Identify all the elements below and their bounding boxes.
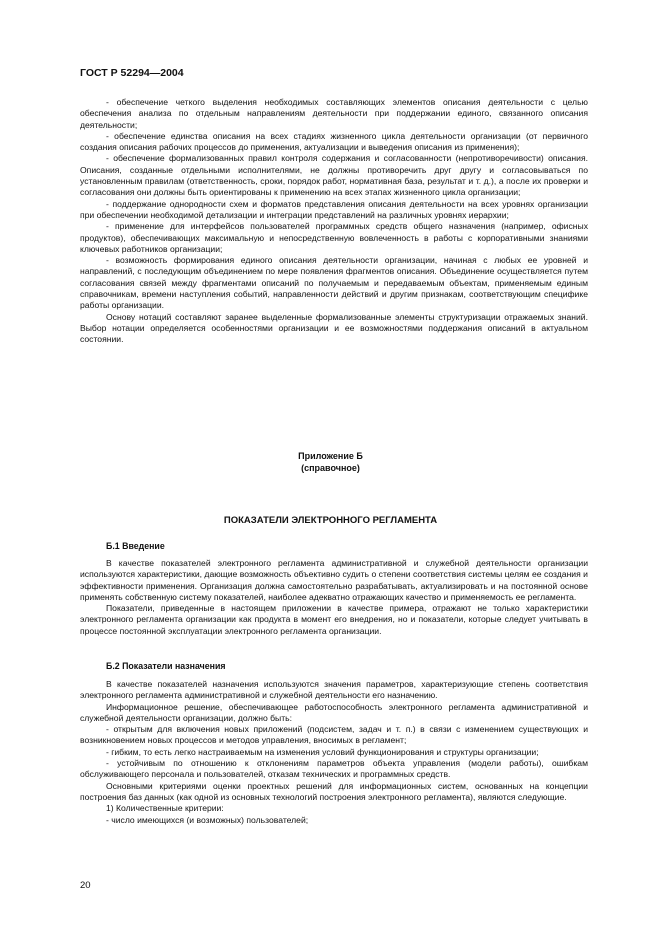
list-item: - открытым для включения новых приложений (подсистем, задач и т. п.) в связи с изменением существующих и возникновением новых процессов и методов управления, вносимых в регламент; [80, 724, 588, 746]
list-item: - возможность формирования единого описания деятельности организации, начиная с любых ее уровней и направлений, с последующим объединением по мере появления фрагментов описания. Объединение осуществляется путем согласования связей между фрагментами описаний по получаемым и передаваемым объектам, применяемым единым справочникам, времени наступления событий, направленности действий и другим признакам, соответствующим специфике работы организации. [80, 255, 588, 311]
list-item: - применение для интерфейсов пользователей программных средств общего назначения (например, офисных продуктов), обеспечивающих максимальную и непосредственную вовлеченность в работы с корпоративными знаниями ключевых работников организации; [80, 221, 588, 254]
paragraph: Основными критериями оценки проектных решений для информационных систем, основанных на концепции построения баз данных (как одной из основных технологий построения электронного регламента), являются следующие. [80, 780, 588, 802]
list-item: - гибким, то есть легко настраиваемым на изменения условий функционирования и структуры организации; [106, 746, 539, 757]
list-item: - число имеющихся (и возможных) пользователей; [106, 814, 309, 825]
paragraph: Основу нотаций составляют заранее выделенные формализованные элементы структуризации отражаемых знаний. Выбор нотации определяется особенностями организации и ее возможностями поддержания описаний в актуальном состоянии. [80, 311, 588, 345]
section-heading-purpose-indicators: Б.2 Показатели назначения [106, 661, 226, 671]
list-item: 1) Количественные критерии: [106, 803, 224, 814]
intro-text-block [80, 97, 588, 346]
list-item: - поддержание однородности схем и форматов представления описания деятельности на всех уровнях организации при обеспечении необходимой детализации и интеграции представлений на различных уровнях иерархии; [80, 198, 588, 220]
paragraph: В качестве показателей назначения используются значения параметров, характеризующие степень соответствия электронного регламента административной и служебной деятельности его назначению. [80, 679, 588, 701]
list-item: - обеспечение четкого выделения необходимых составляющих элементов описания деятельности с целью обеспечения анализа по отдельным направлениям деятельности при поддержании единого, связанного описания деятельности; [80, 97, 588, 130]
page-number: 20 [80, 880, 91, 891]
list-item: - устойчивым по отношению к отклонениям параметров объекта управления (модели работы), ошибкам обслуживающего персонала и пользователей, отказам технических и программных средств. [80, 758, 588, 780]
section-2-text [80, 679, 588, 826]
annex-subtitle: (справочное) [301, 463, 360, 473]
paragraph: Информационное решение, обеспечивающее работоспособность электронного регламента административной и служебной деятельности организации, должно быть: [80, 701, 588, 723]
section-1-text [80, 558, 588, 637]
paragraph: В качестве показателей электронного регламента административной и служебной деятельности организации используются характеристики, дающие возможность объективно судить о степени соответствия системы целям ее создания и эффективности применения. Организация должна самостоятельно разрабатывать, актуализировать и на постоянной основе применять собственную систему показателей, наиболее адекватно отражающих качество и применяемость ее регламента. [80, 558, 588, 602]
section-heading-introduction: Б.1 Введение [106, 541, 165, 551]
document-code-header: ГОСТ Р 52294—2004 [80, 67, 184, 79]
annex-main-title: ПОКАЗАТЕЛИ ЭЛЕКТРОННОГО РЕГЛАМЕНТА [223, 515, 438, 526]
list-item: - обеспечение единства описания на всех стадиях жизненного цикла деятельности организации (от первичного создания описания рабочих процессов до применения, актуализации и выведения описания из применения); [80, 130, 588, 153]
annex-title: Приложение Б [298, 451, 363, 461]
list-item: - обеспечение формализованных правил контроля содержания и согласованности (непротиворечивости) описания. Описания, созданные отдельными исполнителями, не должны противоречить друг другу и согласовываться по установленным правилам (ответственность, сроки, порядок работ, нормативная база, результат и т. д.), а после их проверки и согласования они должны быть ориентированы к применению на всех этапах жизненного цикла организации; [80, 153, 588, 198]
paragraph: Показатели, приведенные в настоящем приложении в качестве примера, отражают не только характеристики электронного регламента организации как продукта в момент его внедрения, но и показатели, которые следует учитывать в процессе постоянной эксплуатации электронного регламента организации. [80, 603, 588, 636]
